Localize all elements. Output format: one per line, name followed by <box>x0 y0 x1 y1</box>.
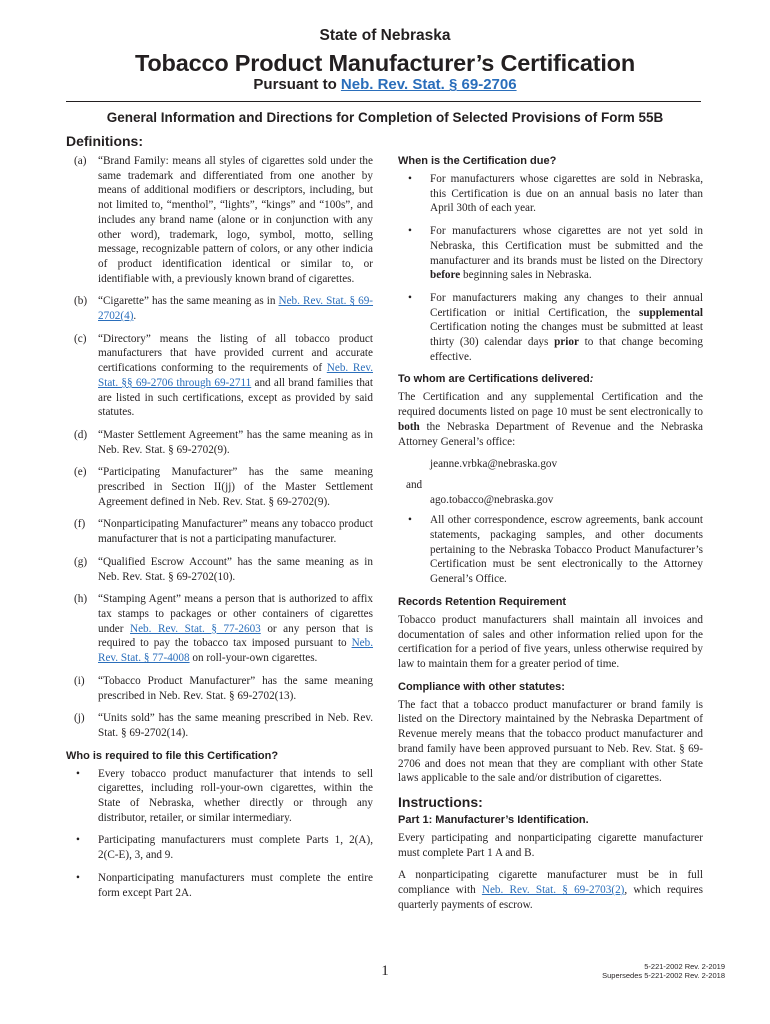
definition-label: (i) <box>74 674 85 687</box>
bold-both: both <box>398 420 420 433</box>
definitions-heading: Definitions: <box>66 133 143 149</box>
part1-text: A nonparticipating cigarette manufacturer must be in full compliance with <box>398 869 703 897</box>
definition-label: (d) <box>74 428 88 441</box>
bullet-text-mid: Certification noting the changes must be submitted at least thirty (30) calendar days <box>430 321 703 349</box>
bullet-dot: • <box>76 767 80 780</box>
definition-text-end: on roll-your-own cigarettes. <box>189 652 318 665</box>
definition-label: (a) <box>74 155 87 167</box>
bullet-dot: • <box>408 514 412 527</box>
statute-69-2706-2711-link[interactable]: Neb. Rev. Stat. §§ 69-2706 through 69-2711 <box>98 362 373 389</box>
delivery-heading-colon: : <box>589 373 594 386</box>
when-bullet-2 <box>398 224 703 283</box>
pursuant-prefix: Pursuant to <box>253 76 341 93</box>
definition-b <box>66 294 373 323</box>
form-number <box>540 962 725 980</box>
definition-d <box>66 428 373 457</box>
definition-a <box>66 154 373 286</box>
statute-69-2702-4-link[interactable]: Neb. Rev. Stat. § 69-2702(4) <box>98 295 374 323</box>
form-revision: 5-221-2002 Rev. 2-2019 <box>644 962 725 971</box>
page-title: Tobacco Product Manufacturer’s Certification <box>134 50 635 76</box>
definition-text: “Nonparticipating Manufacturer” means any tobacco product manufacturer that is not a participating manufacturer. <box>98 518 373 546</box>
when-bullet-1 <box>398 172 703 216</box>
pursuant-line <box>0 76 770 93</box>
who-bullet-3 <box>66 871 373 900</box>
definition-text: “Directory” means the listing of all tobacco product manufacturers that have provided current and accurate certifications conforming to the requirements of <box>98 332 373 375</box>
who-bullet-2 <box>66 833 373 862</box>
bullet-dot: • <box>408 291 412 304</box>
email-revenue[interactable]: jeanne.vrbka@nebraska.gov <box>430 458 558 471</box>
general-info-heading: General Information and Directions for Completion of Selected Provisions of Form 55B <box>106 110 664 125</box>
delivery-paragraph <box>398 390 703 449</box>
definition-label: (c) <box>74 332 87 345</box>
left-column <box>66 154 373 908</box>
header-divider <box>66 101 701 102</box>
bullet-text: For manufacturers whose cigarettes are sold in Nebraska, this Certification is due on an annual basis no later than April 30th of each year. <box>430 173 703 215</box>
delivery-heading-text: To whom are Certifications delivered <box>398 373 590 386</box>
definition-label: (j) <box>74 712 85 725</box>
definition-text: “Qualified Escrow Account” has the same meaning as in Neb. Rev. Stat. § 69-2702(10). <box>98 555 373 583</box>
definition-text: “Cigarette” has the same meaning as in <box>98 295 279 308</box>
compliance-heading: Compliance with other statutes: <box>398 680 565 693</box>
definition-text-end: . <box>133 310 137 323</box>
definition-label: (h) <box>74 593 88 606</box>
bullet-text: For manufacturers making any changes to their annual Certification or initial Certification, the <box>430 291 703 319</box>
bold-supplemental: supplemental <box>638 306 703 319</box>
when-bullet-3 <box>398 291 703 365</box>
instructions-heading: Instructions: <box>398 793 483 810</box>
compliance-paragraph: The fact that a tobacco product manufacturer or brand family is listed on the Directory maintained by the Nebraska Department of Revenue merely means that the tobacco product manufacturer and brand family have been approved pursuant to Neb. Rev. Stat. § 69-2706 and does not mean that they are compliant with other State laws applicable to the sale and/or distribution of cigarettes. <box>398 698 703 785</box>
page-number: 1 <box>381 963 389 979</box>
who-files-heading: Who is required to file this Certification? <box>66 749 279 762</box>
delivery-bullet <box>398 513 703 587</box>
definition-i <box>66 674 373 703</box>
bold-prior: prior <box>554 336 579 349</box>
bullet-text: Participating manufacturers must complete Parts 1, 2(A), 2(C-E), 3, and 9. <box>98 834 373 862</box>
definition-text-mid: or any person that is required to pay the tobacco tax imposed pursuant to <box>98 622 373 650</box>
definition-h <box>66 592 373 666</box>
definition-text: “Brand Family: means all styles of cigarettes sold under the same trademark and differentiated from one another by means of additional modifiers or descriptors, including, but not limited to, “menthol”, “lights”, “kings” and “100s”, and includes any brand name (alone or in conjunction with any other word), trademark, logo, symbol, motto, selling message, recognizable pattern of colors, or any other indicia of product identification identical or similar to, or identifiable with, a previously known brand of cigarettes. <box>98 155 373 285</box>
when-due-heading: When is the Certification due? <box>398 155 557 167</box>
definition-text-end: and all brand families that are listed in such certifications, except as provided by said statutes. <box>98 376 373 419</box>
definition-label: (b) <box>74 295 88 308</box>
statute-77-4008-link[interactable]: Neb. Rev. Stat. § 77-4008 <box>98 637 373 665</box>
bullet-dot: • <box>76 871 80 884</box>
bullet-text: All other correspondence, escrow agreements, bank account statements, packaging samples, and other documents pertaining to the Nebraska Tobacco Product Manufacturer’s Certification must be sent electronically to the Attorney General’s Office. <box>430 514 703 586</box>
part1-paragraph-2 <box>398 868 703 912</box>
right-column <box>398 152 703 920</box>
delivery-text-end: the Nebraska Department of Revenue and the Nebraska Attorney General’s office: <box>398 420 703 448</box>
bullet-text: Every tobacco product manufacturer that intends to sell cigarettes, including roll-your-own cigarettes, within the State of Nebraska, whether directly or through any distributor, retailer, or similar intermediary. <box>98 767 373 824</box>
definition-label: (f) <box>74 518 86 531</box>
delivery-heading <box>398 372 703 386</box>
email-attorney-general[interactable]: ago.tobacco@nebraska.gov <box>430 493 554 506</box>
definition-text: “Participating Manufacturer” has the same meaning prescribed in Section II(jj) of the Master Settlement Agreement defined in Neb. Rev. Stat. § 69-2702(9). <box>98 466 373 508</box>
definition-text: “Master Settlement Agreement” has the same meaning as in Neb. Rev. Stat. § 69-2702(9). <box>98 428 373 456</box>
definition-label: (g) <box>74 555 88 568</box>
part1-paragraph-1: Every participating and nonparticipating cigarette manufacturer must complete Part 1 A and B. <box>398 831 703 859</box>
bullet-text-end: to that change becoming effective. <box>430 336 703 363</box>
definition-c <box>66 332 373 420</box>
bullet-dot: • <box>408 173 412 185</box>
bullet-text-end: beginning sales in Nebraska. <box>460 269 592 282</box>
definition-j <box>66 711 373 740</box>
part1-heading: Part 1: Manufacturer’s Identification. <box>398 813 589 826</box>
bold-before: before <box>430 269 461 282</box>
statute-69-2703-2-link[interactable]: Neb. Rev. Stat. § 69-2703(2) <box>481 884 625 897</box>
records-heading: Records Retention Requirement <box>398 595 567 608</box>
records-paragraph: Tobacco product manufacturers shall maintain all invoices and documentation of sales and other information relied upon for the certification for a period of five years, unless otherwise required by law to maintain them for a greater period of time. <box>398 613 703 670</box>
statute-69-2706-link[interactable]: Neb. Rev. Stat. § 69-2706 <box>340 76 517 93</box>
definition-text: “Tobacco Product Manufacturer” has the same meaning prescribed in Neb. Rev. Stat. § 69-2702(13). <box>98 674 373 702</box>
definition-text: “Units sold” has the same meaning prescribed in Neb. Rev. Stat. § 69-2702(14). <box>98 712 373 739</box>
bullet-dot: • <box>76 834 80 847</box>
delivery-text: The Certification and any supplemental Certification and the required documents listed on page 10 must be sent electronically to <box>398 391 703 419</box>
definition-text: “Stamping Agent” means a person that is authorized to affix tax stamps to packages or other containers of cigarettes under <box>98 593 373 635</box>
and-connector: and <box>406 478 423 491</box>
definition-e <box>66 465 373 509</box>
bullet-dot: • <box>408 225 412 238</box>
form-supersedes: Supersedes 5-221-2002 Rev. 2-2018 <box>602 971 725 980</box>
state-heading: State of Nebraska <box>319 27 451 44</box>
bullet-text: Nonparticipating manufacturers must complete the entire form except Part 2A. <box>98 871 373 899</box>
bullet-text: For manufacturers whose cigarettes are not yet sold in Nebraska, this Certification must be submitted and the manufacturer and its brands must be listed on the Directory <box>430 225 703 267</box>
who-bullet-1 <box>66 767 373 826</box>
part1-text-end: , which requires quarterly payments of escrow. <box>398 884 704 911</box>
definition-label: (e) <box>74 466 87 479</box>
statute-77-2603-link[interactable]: Neb. Rev. Stat. § 77-2603 <box>130 622 261 635</box>
definition-f <box>66 517 373 546</box>
definition-g <box>66 555 373 584</box>
